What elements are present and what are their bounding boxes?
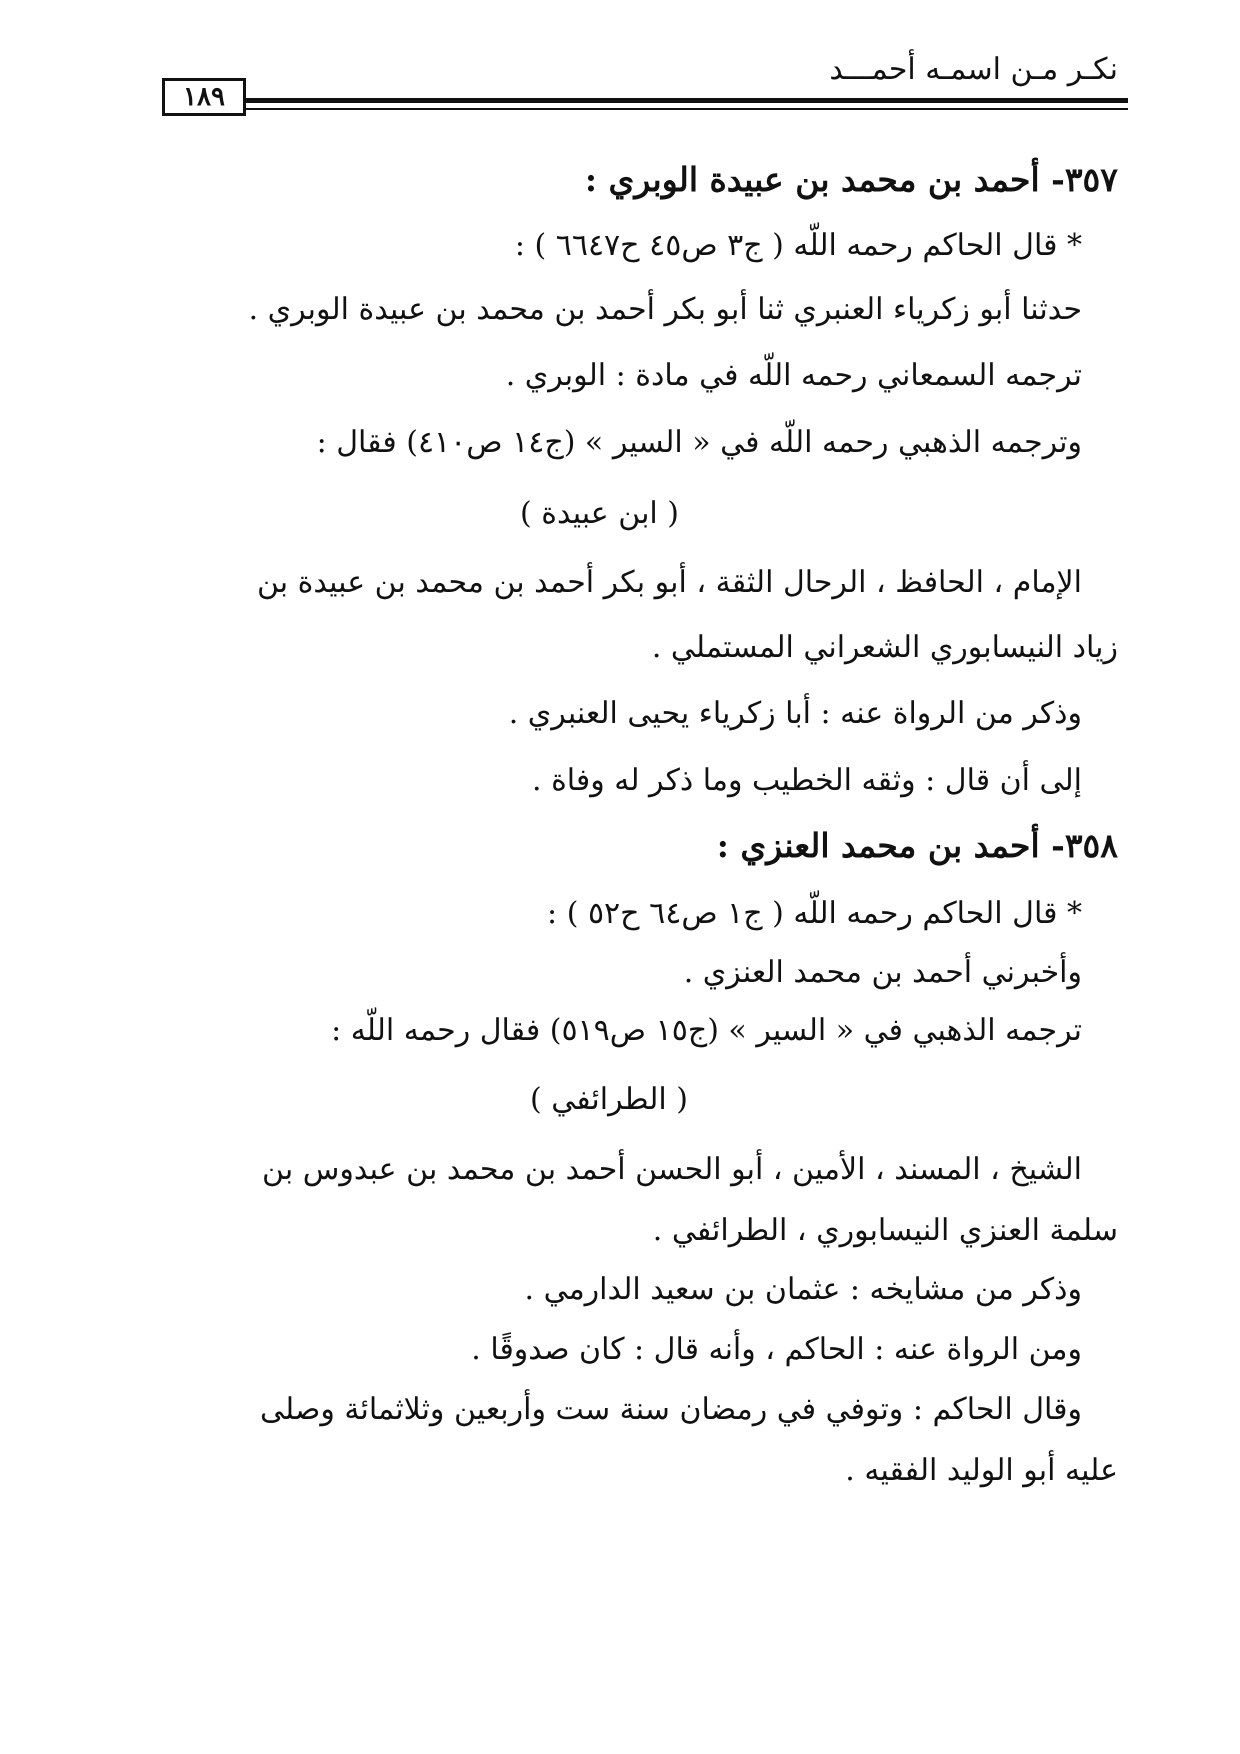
body-line: ومن الرواة عنه : الحاكم ، وأنه قال : كان صدوقًا . — [471, 1332, 1082, 1367]
body-line: الإمام ، الحافظ ، الرحال الثقة ، أبو بكر أحمد بن محمد بن عبيدة بن — [256, 565, 1082, 600]
body-line: ترجمه الذهبي في « السير » (ج١٥ ص٥١٩) فقال رحمه اللّه : — [331, 1013, 1082, 1048]
running-title: نكـر مـن اسمـه أحمـــد — [829, 52, 1118, 87]
body-line: وأخبرني أحمد بن محمد العنزي . — [683, 955, 1082, 990]
hakim-citation: * قال الحاكم رحمه اللّه ( ج٣ ص٤٥ ح٦٦٤٧ ) : — [514, 228, 1082, 263]
header-rule-thick — [246, 98, 1128, 103]
body-line: عليه أبو الوليد الفقيه . — [845, 1453, 1118, 1488]
body-line: حدثنا أبو زكرياء العنبري ثنا أبو بكر أحمد بن محمد بن عبيدة الوبري . — [248, 292, 1082, 327]
body-line: وذكر من الرواة عنه : أبا زكرياء يحيى العنبري . — [508, 696, 1082, 731]
entry-heading-358: ٣٥٨- أحمد بن محمد العنزي : — [716, 826, 1118, 865]
subheading-ibn-ubayda: ( ابن عبيدة ) — [520, 496, 680, 531]
header-rule-thin — [246, 108, 1128, 110]
body-line: الشيخ ، المسند ، الأمين ، أبو الحسن أحمد بن محمد بن عبدوس بن — [262, 1152, 1082, 1187]
body-line: وذكر من مشايخه : عثمان بن سعيد الدارمي . — [524, 1272, 1082, 1307]
hakim-citation: * قال الحاكم رحمه اللّه ( ج١ ص٦٤ ح٥٢ ) : — [547, 896, 1082, 931]
body-line: زياد النيسابوري الشعراني المستملي . — [651, 630, 1118, 665]
body-line: إلى أن قال : وثقه الخطيب وما ذكر له وفاة . — [532, 763, 1082, 798]
body-line: وترجمه الذهبي رحمه اللّه في « السير » (ج١٤ ص٤١٠) فقال : — [316, 425, 1082, 460]
entry-heading-357: ٣٥٧- أحمد بن محمد بن عبيدة الوبري : — [584, 160, 1118, 199]
subheading-taraifi: ( الطرائفي ) — [530, 1082, 688, 1117]
body-line: ترجمه السمعاني رحمه اللّه في مادة : الوبري . — [505, 358, 1082, 393]
body-line: وقال الحاكم : وتوفي في رمضان سنة ست وأربعين وثلاثمائة وصلى — [259, 1392, 1082, 1427]
page-number: ١٨٩ — [162, 78, 246, 116]
body-line: سلمة العنزي النيسابوري ، الطرائفي . — [652, 1213, 1118, 1248]
